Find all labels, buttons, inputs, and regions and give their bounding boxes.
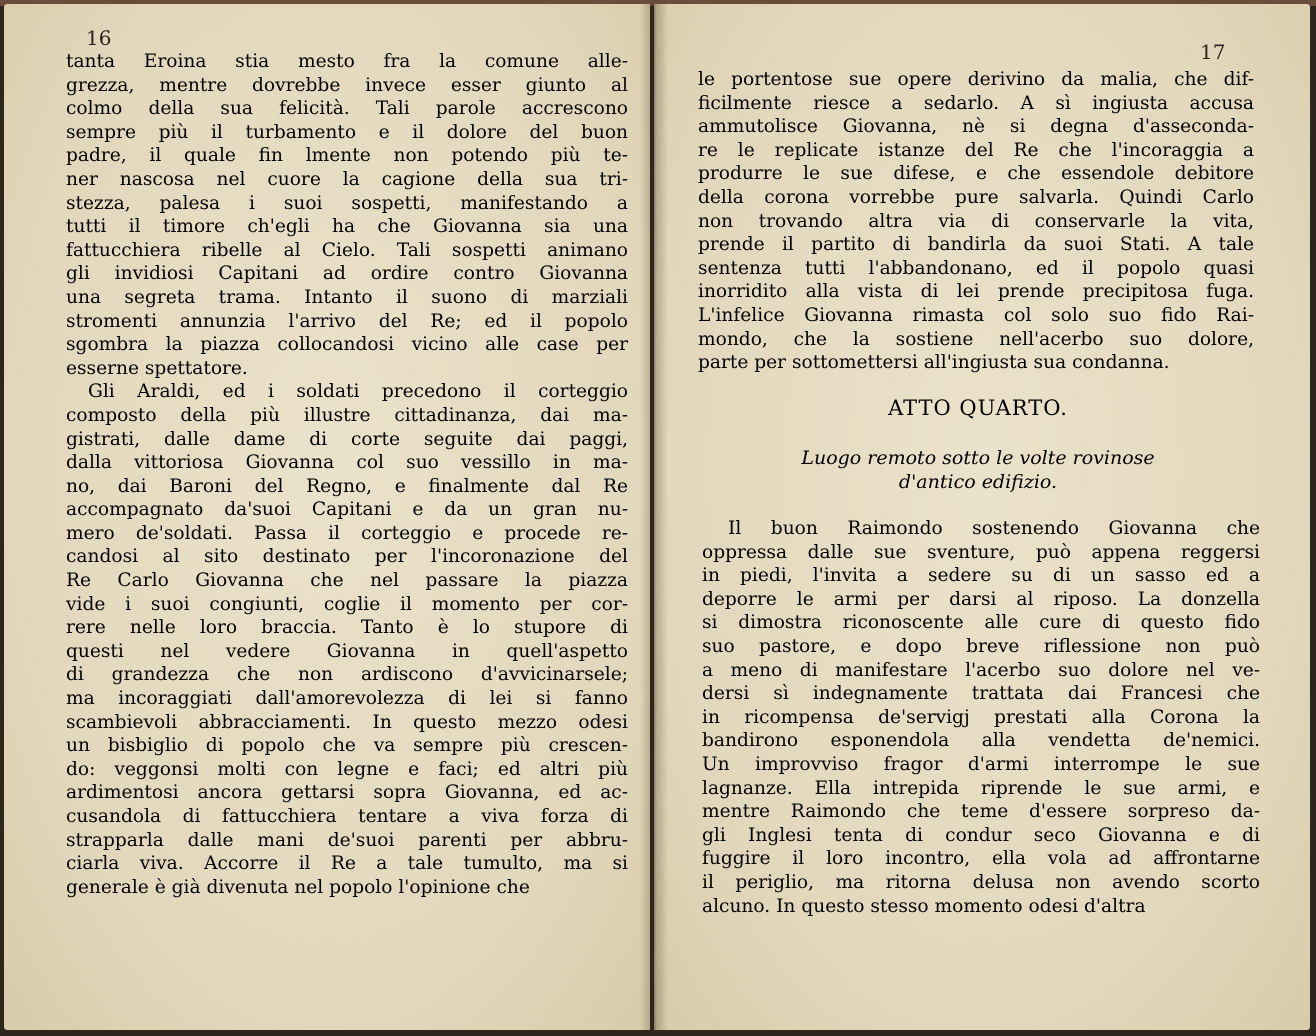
text-line: esserne spettatore. xyxy=(66,357,248,379)
act-title: ATTO QUARTO. xyxy=(888,396,1068,420)
text-line: della corona vorrebbe pure salvarla. Quindi Carlo xyxy=(698,186,1254,208)
text-line: vide i suoi congiunti, coglie il momento per cor- xyxy=(66,593,628,615)
text-line: di grandezza che non ardiscono d'avvicinarsele; xyxy=(66,664,628,686)
text-line: generale è già divenuta nel popolo l'opinione che xyxy=(66,876,530,898)
text-line: sgombra la piazza collocandosi vicino alle case per xyxy=(66,334,628,356)
text-line: accompagnato da'suoi Capitani e da un gran nu- xyxy=(66,499,628,521)
text-line: gistrati, dalle dame di corte seguite dai paggi, xyxy=(66,428,628,450)
text-line: alcuno. In questo stesso momento odesi d'altra xyxy=(702,895,1146,917)
text-line: ner nascosa nel cuore la cagione della sua tri- xyxy=(66,168,628,190)
text-line: re le replicate istanze del Re che l'incoraggia a xyxy=(698,139,1254,161)
text-line: rere nelle loro braccia. Tanto è lo stupore di xyxy=(66,617,628,639)
text-line: il periglio, ma ritorna delusa non avendo scorto xyxy=(702,871,1260,893)
text-line: ma incoraggiati dall'amorevolezza di lei si fanno xyxy=(66,688,628,710)
text-line: tanta Eroina stia mesto fra la comune alle- xyxy=(66,51,628,72)
text-line: sentenza tutti l'abbandonano, ed il popolo quasi xyxy=(698,257,1254,279)
text-line: candosi al sito destinato per l'incoronazione del xyxy=(66,546,628,568)
text-line: padre, il quale fin lmente non potendo più te- xyxy=(66,145,628,167)
right-page-number: 17 xyxy=(1200,40,1226,64)
text-line: una segreta trama. Intanto il suono di marziali xyxy=(66,286,628,308)
text-line: produrre le sue difese, e che essendole debitore xyxy=(698,163,1254,185)
text-line: colmo della sua felicità. Tali parole accrescono xyxy=(66,98,628,120)
text-line: parte per sottomettersi all'ingiusta sua condanna. xyxy=(698,352,1170,374)
left-page-number: 16 xyxy=(86,26,112,50)
text-line: sempre più il turbamento e il dolore del buon xyxy=(66,121,628,143)
text-line: scambievoli abbracciamenti. In questo mezzo odesi xyxy=(66,711,628,733)
text-line: L'infelice Giovanna rimasta col solo suo fido Rai- xyxy=(698,304,1254,326)
scene-line-1: Luogo remoto sotto le volte rovinose xyxy=(801,447,1155,469)
right-page-text-top xyxy=(698,68,1254,375)
text-line: cusandola di fattucchiera tentare a viva forza di xyxy=(66,806,628,827)
text-line: stromenti annunzia l'arrivo del Re; ed il popolo xyxy=(66,310,628,332)
text-line: stezza, palesa i suoi sospetti, manifestando a xyxy=(66,192,628,214)
text-line: si dimostra riconoscente alle cure di questo fido xyxy=(702,612,1260,634)
text-line: Re Carlo Giovanna che nel passare la piazza xyxy=(66,570,628,592)
text-line: lagnanze. Ella intrepida riprende le sue armi, e xyxy=(702,777,1260,799)
text-line: inorridito alla vista di lei prende precipitosa fuga. xyxy=(698,281,1254,303)
text-line: ardimentosi ancora gettarsi sopra Giovanna, ed ac- xyxy=(66,782,628,804)
text-line: mondo, che la sostiene nell'acerbo suo dolore, xyxy=(698,328,1254,350)
text-line: ciarla viva. Accorre il Re a tale tumulto, ma si xyxy=(66,853,628,875)
text-line: mero de'soldati. Passa il corteggio e procede re- xyxy=(66,522,628,544)
text-line: no, dai Baroni del Regno, e finalmente dal Re xyxy=(66,475,628,497)
text-line: le portentose sue opere derivino da malia, che dif- xyxy=(698,69,1254,90)
text-line: gli invidiosi Capitani ad ordire contro Giovanna xyxy=(66,263,628,285)
text-line: deporre le armi per darsi al riposo. La donzella xyxy=(702,588,1260,610)
text-line: grezza, mentre dovrebbe invece esser giunto al xyxy=(66,74,628,96)
right-page-text-bottom xyxy=(702,517,1260,918)
text-line: a meno di manifestare l'acerbo suo dolore nel ve- xyxy=(702,659,1260,681)
text-line: in piedi, l'invita a sedere su di un sasso ed a xyxy=(702,565,1260,587)
text-line: composto della più illustre cittadinanza, dai ma- xyxy=(66,404,628,426)
text-line: fuggire il loro incontro, ella vola ad affrontarne xyxy=(702,848,1260,870)
text-line: ficilmente riesce a sedarlo. A sì ingiusta accusa xyxy=(698,92,1254,114)
text-line: Il buon Raimondo sostenendo Giovanna che xyxy=(728,518,1260,539)
text-line: suo pastore, e dopo breve riflessione non può xyxy=(702,635,1260,657)
text-line: do: veggonsi molti con legne e faci; ed altri più xyxy=(66,758,628,780)
text-line: fattucchiera ribelle al Cielo. Tali sospetti animano xyxy=(66,239,628,261)
text-line: questi nel vedere Giovanna in quell'aspetto xyxy=(66,640,628,662)
text-line: un bisbiglio di popolo che va sempre più crescen- xyxy=(66,735,628,757)
text-line: non trovando altra via di conservarle la vita, xyxy=(698,210,1254,232)
text-line: oppressa dalle sue sventure, può appena reggersi xyxy=(702,541,1260,563)
scene-description xyxy=(700,446,1256,494)
text-line: strapparla dalle mani de'suoi parenti per abbru- xyxy=(66,829,628,851)
text-line: mentre Raimondo che teme d'essere sorpreso da- xyxy=(702,801,1260,823)
text-line: gli Inglesi tenta di condur seco Giovanna e di xyxy=(702,824,1260,846)
text-line: ammutolisce Giovanna, nè si degna d'asseconda- xyxy=(698,116,1254,138)
text-line: tutti il timore ch'egli ha che Giovanna sia una xyxy=(66,216,628,238)
text-line: dalla vittoriosa Giovanna col suo vessillo in ma- xyxy=(66,452,628,474)
scene-line-2: d'antico edifizio. xyxy=(898,471,1058,493)
text-line: bandirono esponendola alla vendetta de'nemici. xyxy=(702,730,1260,752)
text-line: Un improvviso fragor d'armi interrompe le sue xyxy=(702,753,1260,775)
left-page-text xyxy=(66,50,628,899)
text-line: prende il partito di bandirla da suoi Stati. A tale xyxy=(698,234,1254,256)
text-line: dersi sì indegnamente trattata dai Francesi che xyxy=(702,683,1260,705)
text-line: Gli Araldi, ed i soldati precedono il corteggio xyxy=(88,381,628,403)
text-line: in ricompensa de'servigj prestati alla Corona la xyxy=(702,706,1260,728)
